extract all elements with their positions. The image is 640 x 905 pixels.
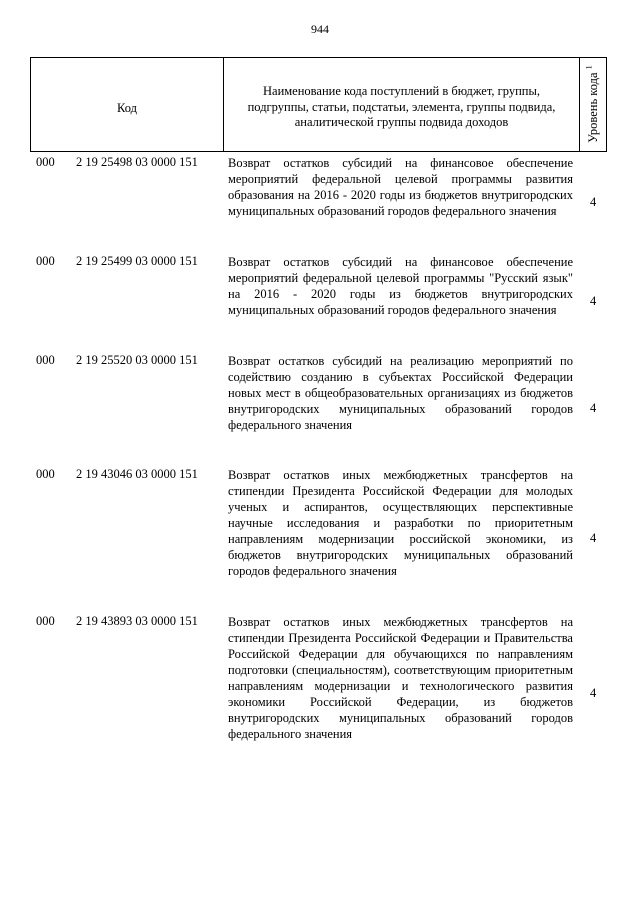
- row-name: Возврат остатков субсидий на финансовое обеспечение мероприятий федеральной целевой программы развития образования на 2016 - 2020 годы из бюджетов внутригородских муниципальных образований городов федерального значения: [228, 156, 573, 218]
- page-number: 944: [311, 22, 329, 36]
- row-name: Возврат остатков иных межбюджетных трансфертов на стипендии Президента Российской Федерации и Правительства Российской Федерации для обучающихся по направлениям подготовки (специальностям), соответствующим приоритетным направлениям модернизации и технологического развития экономики Российской Федерации, из бюджетов внутригородских муниципальных образований городов федерального значения: [228, 615, 573, 741]
- table-header: [30, 57, 607, 152]
- table-row: [30, 353, 607, 449]
- row-admin-code: 000: [36, 467, 55, 481]
- row-admin-code: 000: [36, 155, 55, 169]
- row-admin-code: 000: [36, 614, 55, 628]
- row-level: 4: [590, 195, 597, 209]
- row-code: 2 19 25520 03 0000 151: [76, 353, 198, 367]
- row-code: 2 19 25498 03 0000 151: [76, 155, 198, 169]
- header-level-text: [585, 66, 601, 144]
- header-level-footnote: 1: [584, 65, 594, 70]
- table-row: [30, 614, 607, 758]
- row-level: 4: [590, 531, 597, 545]
- row-name: Возврат остатков субсидий на реализацию мероприятий по содействию созданию в субъектах Российской Федерации новых мест в общеобразовательных организациях из бюджетов внутригородских муниципальных образований городов федерального значения: [228, 354, 573, 432]
- row-code: 2 19 43046 03 0000 151: [76, 467, 198, 481]
- row-code: 2 19 25499 03 0000 151: [76, 254, 198, 268]
- table-row: [30, 155, 607, 235]
- table-row: [30, 467, 607, 595]
- row-level: 4: [590, 294, 597, 308]
- header-name: Наименование кода поступлений в бюджет, группы, подгруппы, статьи, подстатьи, элемента, группы подвида, аналитической группы подвида доходов: [224, 58, 580, 151]
- header-level: [580, 58, 606, 151]
- row-name: Возврат остатков субсидий на финансовое обеспечение мероприятий федеральной целевой программы "Русский язык" на 2016 - 2020 годы из бюджетов внутригородских муниципальных образований городов федерального значения: [228, 255, 573, 317]
- row-admin-code: 000: [36, 254, 55, 268]
- row-code: 2 19 43893 03 0000 151: [76, 614, 198, 628]
- table-row: [30, 254, 607, 334]
- row-level: 4: [590, 401, 597, 415]
- row-admin-code: 000: [36, 353, 55, 367]
- header-code: Код: [31, 58, 224, 151]
- row-level: 4: [590, 686, 597, 700]
- header-level-label: Уровень кода: [586, 72, 601, 144]
- row-name: Возврат остатков иных межбюджетных трансфертов на стипендии Президента Российской Федерации для молодых ученых и аспирантов, осуществляющих перспективные научные исследования и разработки по приоритетным направлениям модернизации российской экономики, из бюджетов внутригородских муниципальных образований городов федерального значения: [228, 468, 573, 578]
